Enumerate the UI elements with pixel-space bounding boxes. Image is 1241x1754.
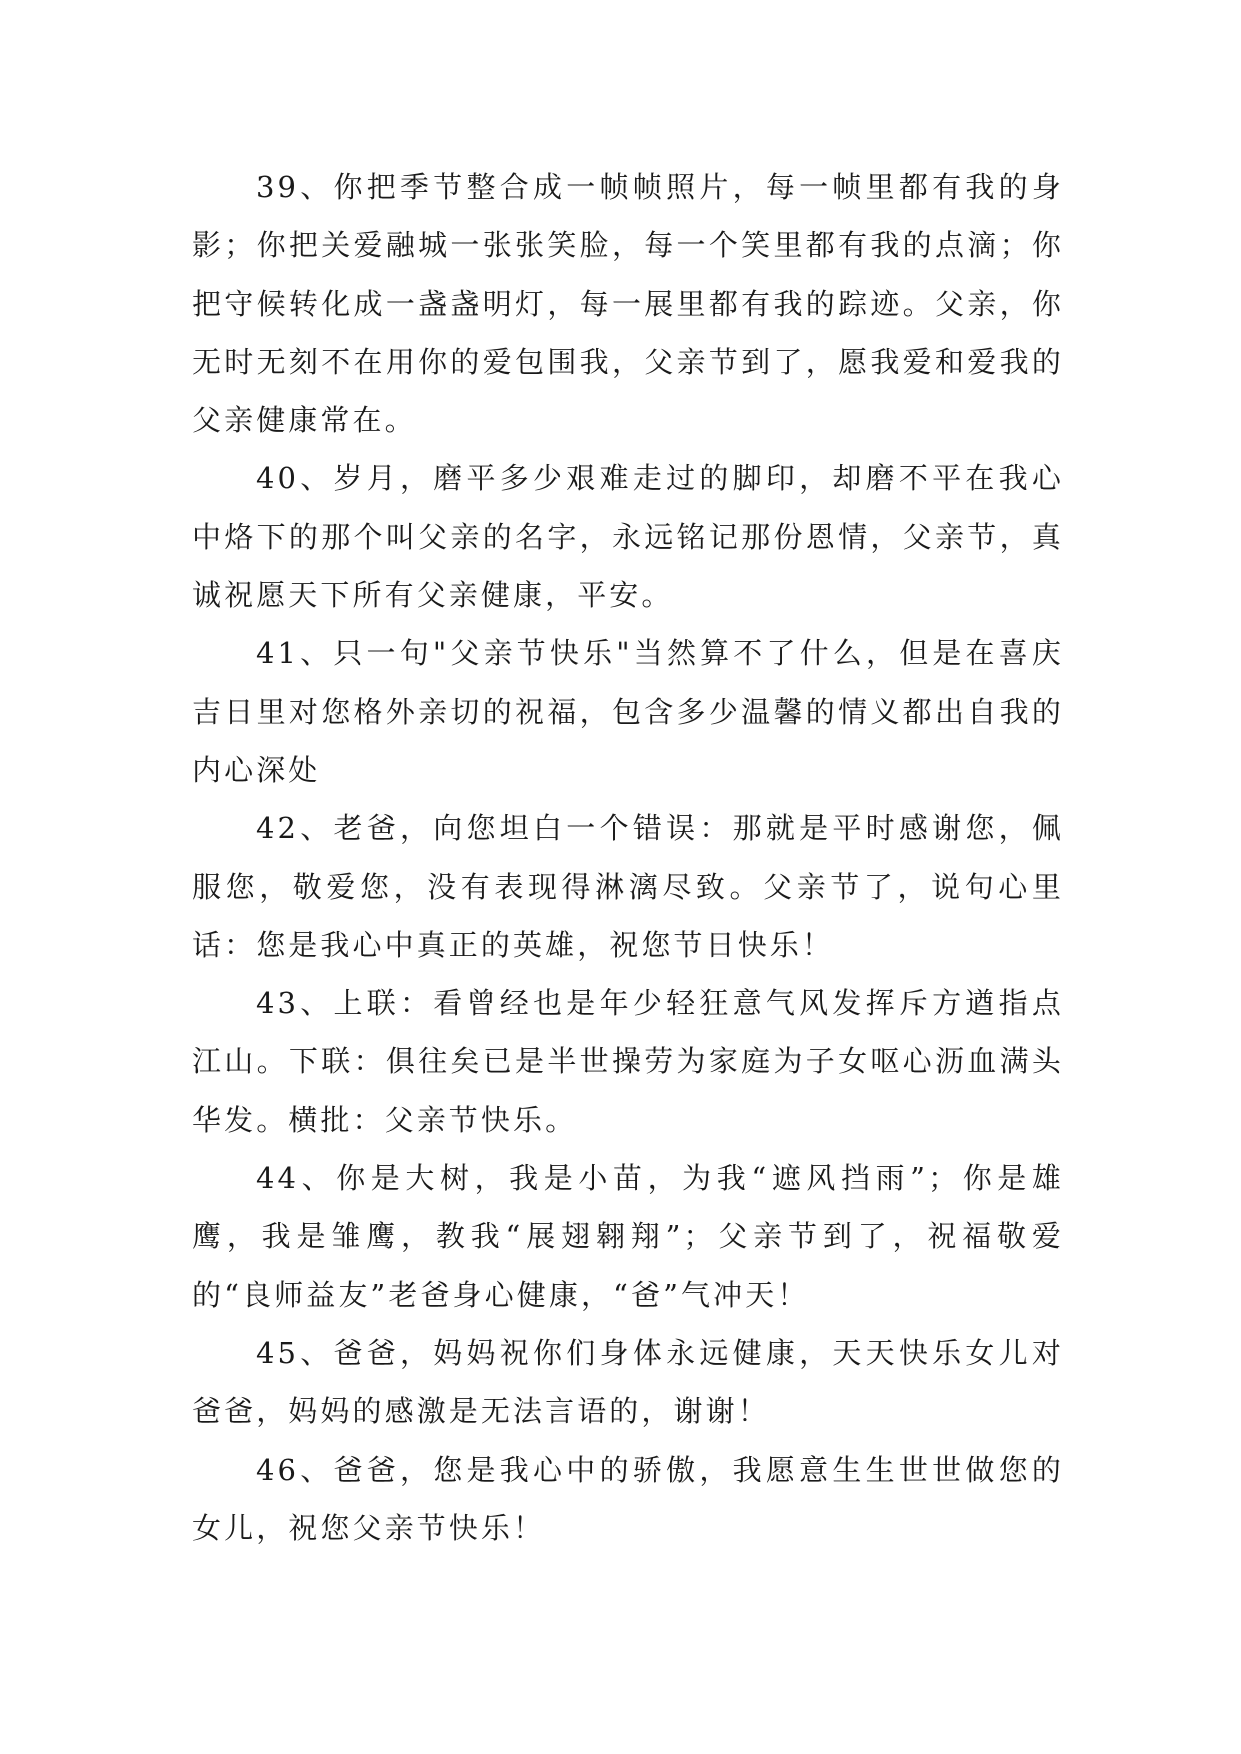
paragraph-43: 43、上联：看曾经也是年少轻狂意气风发挥斥方遒指点江山。下联：俱往矣已是半世操劳为家庭为子女呕心沥血满头华发。横批：父亲节快乐。 <box>192 986 1064 1137</box>
paragraph-45: 45、爸爸，妈妈祝你们身体永远健康，天天快乐女儿对爸爸，妈妈的感激是无法言语的，谢谢！ <box>192 1335 1064 1429</box>
paragraph-44: 44、你是大树，我是小苗，为我“遮风挡雨”；你是雄鹰，我是雏鹰，教我“展翅翱翔”；父亲节到了，祝福敬爱的“良师益友”老爸身心健康，“爸”气冲天！ <box>192 1161 1064 1312</box>
paragraph-41: 41、只一句"父亲节快乐"当然算不了什么，但是在喜庆吉日里对您格外亲切的祝福，包含多少温馨的情义都出自我的内心深处 <box>192 636 1064 787</box>
paragraph-46: 46、爸爸，您是我心中的骄傲，我愿意生生世世做您的女儿，祝您父亲节快乐！ <box>192 1452 1064 1545</box>
document-body <box>192 158 1064 1557</box>
paragraph-42: 42、老爸，向您坦白一个错误：那就是平时感谢您，佩服您，敬爱您，没有表现得淋漓尽致。父亲节了，说句心里话：您是我心中真正的英雄，祝您节日快乐！ <box>192 811 1064 962</box>
paragraph-40: 40、岁月，磨平多少艰难走过的脚印，却磨不平在我心中烙下的那个叫父亲的名字，永远铭记那份恩情，父亲节，真诚祝愿天下所有父亲健康，平安。 <box>192 461 1064 613</box>
paragraph-39: 39、你把季节整合成一帧帧照片，每一帧里都有我的身影；你把关爱融城一张张笑脸，每一个笑里都有我的点滴；你把守候转化成一盏盏明灯，每一展里都有我的踪迹。父亲，你无时无刻不在用你的爱包围我，父亲节到了，愿我爱和爱我的父亲健康常在。 <box>192 170 1064 438</box>
